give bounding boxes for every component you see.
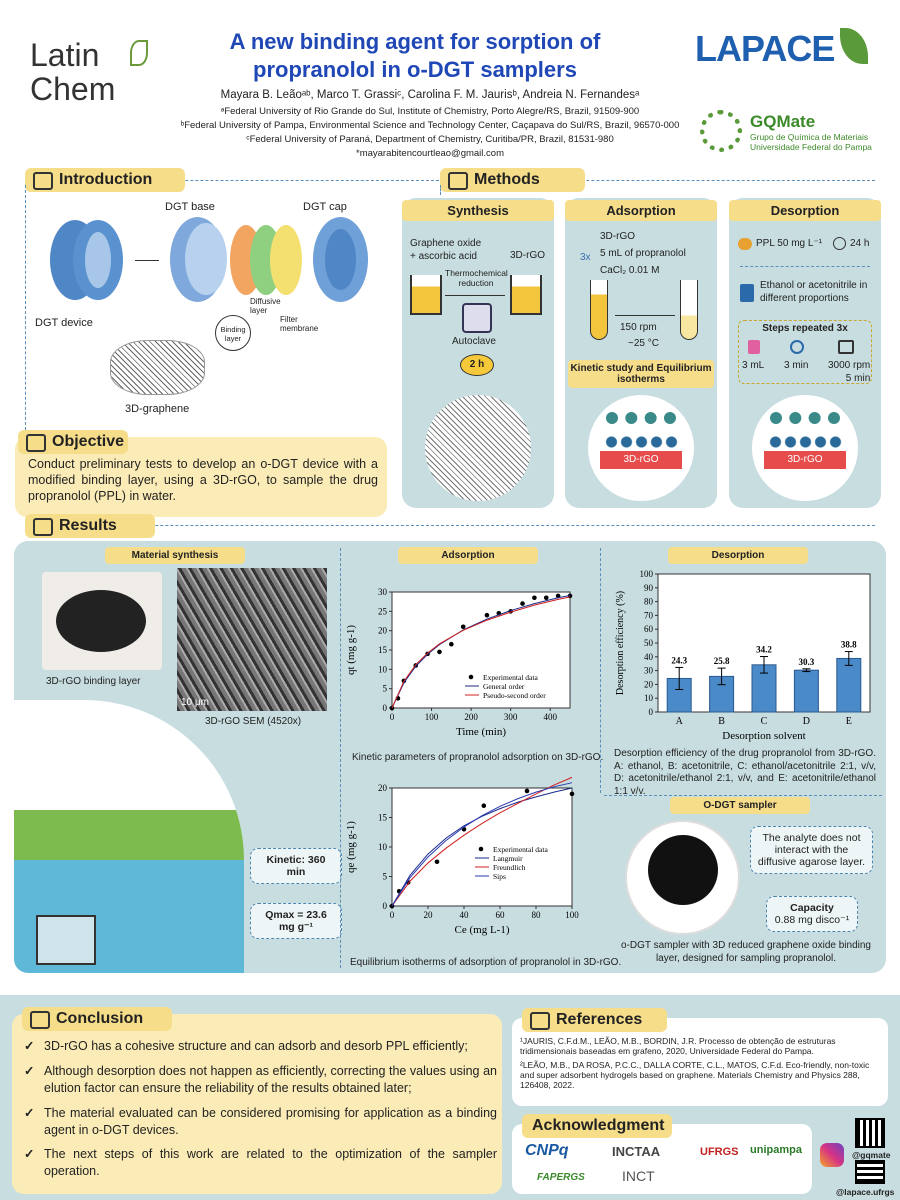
diffusive-label: Diffusive layer: [250, 297, 281, 315]
kinetic-note: Kinetic study and Equilibrium isotherms: [568, 360, 714, 388]
inct-logo: INCT: [622, 1168, 655, 1184]
y-tick-label: 30: [378, 587, 387, 597]
y-tick-label: 5: [382, 871, 387, 882]
desorption-time: 24 h: [850, 238, 870, 249]
bar-value-label: 38.8: [840, 639, 857, 650]
y-tick-label: 70: [644, 610, 653, 621]
y-axis-label: Desorption efficiency (%): [615, 590, 626, 696]
acknowledgment-heading: Acknowledgment: [522, 1114, 672, 1138]
conclusion-list: [22, 1038, 497, 1188]
divider: [440, 185, 441, 195]
flask-icon: [448, 172, 468, 190]
scale-bar-label: 10 μm: [181, 697, 209, 708]
data-point: [435, 859, 440, 864]
methods-heading: Methods: [440, 168, 585, 192]
x-tick-label: 40: [459, 910, 469, 920]
x-tick-label: 200: [464, 712, 478, 722]
kinetic-box: Kinetic: 360 min: [250, 848, 342, 884]
beaker-icon: [510, 275, 542, 315]
y-tick-label: 15: [378, 812, 387, 823]
conclusion-heading: Conclusion: [22, 1007, 172, 1031]
bottle-icon: [740, 284, 754, 302]
poster-title: A new binding agent for sorption of propranolol in o-DGT samplers: [229, 29, 601, 82]
tube-icon: [680, 280, 698, 340]
y-tick-label: 10: [378, 664, 387, 675]
x-tick-label: 0: [389, 712, 395, 722]
beaker-icon: [410, 275, 442, 315]
legend-label: Freundlich: [493, 863, 526, 872]
legend-label: General order: [483, 682, 525, 691]
bar-value-label: 24.3: [671, 655, 688, 666]
x-axis-label: Ce (mg L-1): [454, 924, 510, 936]
arrow-icon: [135, 260, 159, 261]
synthesis-reagents: Graphene oxide + ascorbic acid: [410, 238, 482, 262]
binding-layer-caption: 3D-rGO binding layer: [46, 676, 141, 687]
data-point: [461, 625, 466, 630]
data-point: [520, 601, 525, 606]
synthesis-title: Synthesis: [402, 200, 554, 221]
ufrgs-logo: UFRGS: [700, 1146, 739, 1158]
x-tick-label: 100: [424, 712, 439, 722]
desorption-circle: [752, 395, 858, 501]
rgo-bar: 3D-rGO: [764, 451, 846, 469]
x-tick-label: 60: [495, 910, 505, 920]
affiliations: ᵃFederal University of Rio Grande do Sul, Institute of Chemistry, Porto Alegre/RS, Brazil, 91509-900 ᵇFederal University of Pampa, Environmental Science and Technology Center, Caçapava do Sul/RS, Brazil, 96570-000 ᶜFederal University of Paraná, Department of Chemistry, Curitiba/PR, Brazil, 81531-980 *mayarabitencourtleao@gmail.com: [180, 106, 680, 159]
data-point: [449, 642, 454, 647]
x-tick-label: A: [675, 716, 683, 727]
time-badge: 2 h: [460, 354, 494, 376]
capacity-box: Capacity 0.88 mg disco⁻¹: [766, 896, 858, 932]
inctaa-logo: INCTAA: [612, 1144, 661, 1159]
graphene-label: 3D-graphene: [125, 403, 190, 415]
molecule-grid: [36, 915, 96, 965]
y-tick-label: 30: [644, 665, 653, 676]
qr-code-icon: [855, 1118, 885, 1148]
odgt-title: O-DGT sampler: [670, 797, 810, 814]
filter-label: Filter membrane: [280, 315, 319, 333]
fapergs-logo: FAPERGS: [537, 1172, 585, 1183]
legend-label: Sips: [493, 872, 506, 881]
graphene-image: [425, 395, 531, 501]
isotherm-chart: [340, 770, 585, 955]
x-tick-label: 400: [543, 712, 557, 722]
material-synthesis-title: Material synthesis: [105, 547, 245, 564]
y-tick-label: 40: [644, 651, 653, 662]
y-tick-label: 20: [644, 679, 653, 690]
tube-icon: [590, 280, 608, 340]
step3: 3000 rpm 5 min: [828, 360, 871, 384]
y-tick-label: 80: [644, 596, 653, 607]
magnifier-icon: [33, 518, 53, 536]
data-point: [482, 803, 487, 808]
target-icon: [26, 434, 46, 452]
legend-label: Experimental data: [493, 845, 548, 854]
desorption-chart: [610, 562, 880, 747]
synthesis-product: 3D-rGO: [510, 250, 545, 261]
step1: 3 mL: [742, 360, 765, 371]
gqmate-logo: GQMate Grupo de Química de Materiais Universidade Federal do Pampa: [750, 112, 872, 152]
qr-code-icon: [855, 1160, 885, 1184]
adsorption-items: 3D-rGO 5 mL of propranolol CaCl₂ 0.01 M: [600, 231, 686, 276]
x-axis-label: Time (min): [455, 726, 507, 738]
desorption-caption: Desorption efficiency of the drug propranolol from 3D-rGO. A: ethanol, B: acetonitrile, C: ethanol/acetonitrile 2:1, v/v, D: acetonitrile/ethanol 2:1, v/v, and E: acetonitrile/ethanol 1:1 v/v.: [614, 748, 876, 797]
lapace-logo: LAPACE: [695, 28, 835, 69]
sem-caption: 3D-rGO SEM (4520x): [205, 716, 302, 727]
cnpq-logo: CNPq: [525, 1142, 569, 1159]
steps-label: Steps repeated 3x: [762, 323, 848, 334]
adsorption-title: Adsorption: [565, 200, 717, 221]
y-tick-label: 50: [644, 638, 653, 648]
divider: [740, 266, 870, 267]
molecules: [604, 436, 678, 448]
y-tick-label: 25: [378, 606, 387, 617]
legend-label: Pseudo-second order: [483, 691, 546, 700]
temp-label: ~25 °C: [628, 338, 659, 349]
arrow-down-icons: [606, 412, 676, 428]
y-axis-label: qt (mg g-1): [345, 624, 357, 676]
objective-heading: Objective: [18, 430, 128, 454]
binding-label: Binding layer: [215, 315, 251, 351]
odgt-note: The analyte does not interact with the diffusive agarose layer.: [750, 826, 873, 874]
results-heading: Results: [25, 514, 155, 538]
x-tick-label: D: [802, 716, 811, 727]
x-tick-label: C: [760, 716, 768, 727]
lapace-handle: @lapace.ufrgs: [836, 1187, 895, 1197]
y-tick-label: 100: [639, 569, 653, 579]
data-point: [485, 613, 490, 618]
legend-label: Langmuir: [493, 854, 523, 863]
check-icon: [30, 1011, 50, 1029]
objective-text: Conduct preliminary tests to develop an o-DGT device with a modified binding layer, using a 3D-rGO, to sample the drug propranolol (PPL) in water.: [28, 457, 378, 503]
leaf-icon: [840, 28, 868, 64]
bar-value-label: 30.3: [798, 656, 815, 667]
data-point: [525, 789, 530, 794]
data-point: [532, 596, 537, 601]
rpm-label: 150 rpm: [620, 322, 657, 333]
legend-label: Experimental data: [483, 673, 538, 682]
desorption-title: Desorption: [729, 200, 881, 221]
y-tick-label: 20: [378, 783, 387, 793]
x-tick-label: E: [845, 716, 852, 727]
x-tick-label: 300: [503, 712, 518, 722]
y-tick-label: 15: [378, 645, 387, 655]
dgt-base-label: DGT base: [165, 201, 215, 213]
autoclave-label: Autoclave: [452, 336, 496, 347]
sem-image: [177, 568, 327, 711]
authors: Mayara B. Leãoᵃᵇ, Marco T. Grassiᶜ, Carolina F. M. Jaurisᵇ, Andreia N. Fernandesᵃ: [220, 89, 640, 101]
pill-icon: [738, 238, 752, 250]
y-tick-label: 60: [644, 624, 653, 635]
bar-value-label: 34.2: [756, 644, 772, 655]
y-axis-label: qe (mg g-1): [345, 821, 357, 873]
unipampa-logo: unipampa: [750, 1144, 802, 1156]
gqmate-handle: @gqmate: [852, 1150, 891, 1160]
qmax-box: Qmax = 23.6 mg g⁻¹: [250, 903, 342, 939]
desorption-results-title: Desorption: [668, 547, 808, 564]
rgo-bar: 3D-rGO: [600, 451, 682, 469]
bar: [794, 670, 818, 712]
data-point: [570, 792, 575, 797]
introduction-heading: Introduction: [25, 168, 185, 192]
latinchem-logo: Latin Chem: [30, 38, 160, 113]
y-tick-label: 0: [382, 703, 387, 713]
reference-2: ²LEÃO, M.B., DA ROSA, P.C.C., DALLA CORTE, C.L., MATOS, C.F.d. Eco-friendly, non-toxic and super adsorbent hydrogels based on graphene. Materials Chemistry and Physics 288, 126408, 2022.: [520, 1060, 870, 1091]
x-tick-label: 0: [389, 910, 395, 920]
x-tick-label: 100: [565, 910, 579, 920]
odgt-caption: o-DGT sampler with 3D reduced graphene oxide binding layer, designed for sampling propranolol.: [621, 940, 871, 964]
x-tick-label: B: [718, 716, 725, 727]
instagram-icon[interactable]: [820, 1143, 844, 1167]
arrow-up-icons: [770, 412, 840, 428]
isotherm-caption: Equilibrium isotherms of adsorption of propranolol in 3D-rGO.: [350, 957, 622, 968]
vortex-icon: [790, 340, 804, 354]
y-tick-label: 90: [644, 582, 653, 593]
step2: 3 min: [784, 360, 809, 371]
x-tick-label: 20: [423, 910, 433, 920]
timer-icon: [833, 237, 846, 250]
bar-value-label: 25.8: [713, 656, 730, 667]
repeat-label: 3x: [580, 252, 591, 263]
ppl-label: PPL 50 mg L⁻¹: [756, 238, 823, 249]
gear-icon: [700, 110, 742, 152]
adsorption-results-title: Adsorption: [398, 547, 538, 564]
adsorption-circle: [588, 395, 694, 501]
pipette-icon: [748, 340, 760, 354]
dgt-diagram: [35, 195, 395, 425]
dgt-device-label: DGT device: [35, 317, 93, 329]
legend-marker: [469, 675, 474, 680]
reference-1: ¹JAURIS, C.F.d.M., LEÃO, M.B., BORDIN, J.R. Processo de obtenção de estruturas tridimensionais baseadas em grafeno, 2020, Universidade Federal do Pampa.: [520, 1036, 836, 1057]
centrifuge-icon: [838, 340, 854, 354]
graphene-image: [110, 340, 205, 395]
book-icon: [530, 1012, 550, 1030]
data-point: [544, 596, 549, 601]
x-tick-label: 80: [531, 910, 541, 920]
bar: [837, 658, 861, 712]
conclusion-item: ✓ The material evaluated can be considered promising for application as a binding agent in o-DGT devices.: [22, 1105, 497, 1139]
legend-marker: [479, 847, 484, 852]
conclusion-item: ✓ The next steps of this work are related to the optimization of the sampler operation.: [22, 1146, 497, 1180]
x-axis-label: Desorption solvent: [722, 730, 806, 742]
y-tick-label: 0: [648, 707, 653, 717]
filter-membrane: [270, 225, 302, 295]
divider: [25, 185, 26, 430]
thermochemical-label: Thermochemical reduction: [445, 268, 508, 289]
molecules: [768, 436, 842, 448]
y-tick-label: 10: [378, 842, 387, 852]
book-icon: [33, 172, 53, 190]
autoclave-icon: [462, 303, 492, 333]
leaf-icon: [130, 40, 148, 66]
y-tick-label: 0: [382, 901, 387, 911]
kinetic-chart: [340, 568, 585, 748]
kinetic-caption: Kinetic parameters of propranolol adsorption on 3D-rGO.: [352, 752, 604, 763]
conclusion-item: ✓ 3D-rGO has a cohesive structure and can adsorb and desorb PPL efficiently;: [22, 1038, 497, 1055]
dgt-cap-label: DGT cap: [303, 201, 347, 213]
divider: [604, 795, 882, 796]
dgt-cap-shape: [313, 217, 368, 302]
data-point: [437, 650, 442, 655]
y-tick-label: 10: [644, 693, 653, 704]
y-tick-label: 5: [382, 683, 387, 694]
solvent-label: Ethanol or acetonitrile in different proportions: [760, 280, 868, 304]
conclusion-item: ✓ Although desorption does not happen as efficiently, correcting the values using an elution factor can ensure the reliability of the results obtained later;: [22, 1063, 497, 1097]
y-tick-label: 20: [378, 625, 387, 636]
arrow-icon: [445, 295, 505, 296]
references-heading: References: [522, 1008, 667, 1032]
arrow-icon: [615, 315, 675, 316]
